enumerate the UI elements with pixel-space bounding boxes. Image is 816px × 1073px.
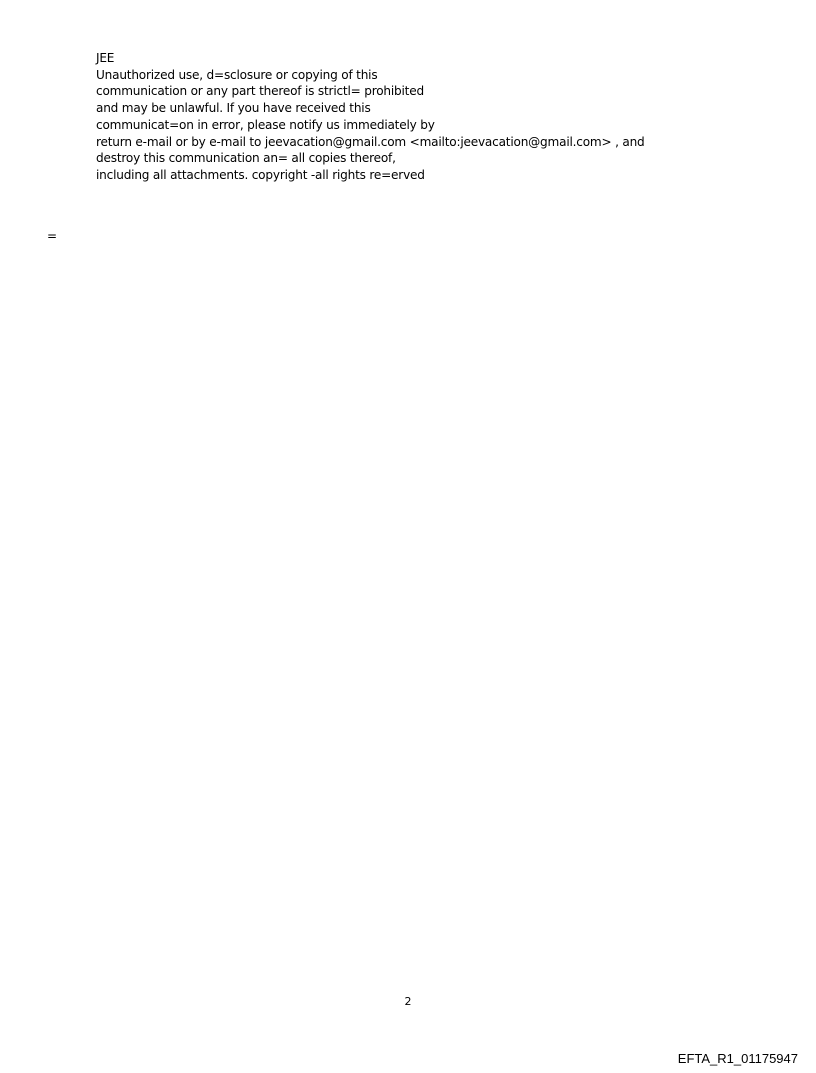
notice-line: destroy this communication an= all copies thereof,: [96, 151, 396, 166]
confidentiality-notice: [96, 50, 716, 184]
notice-line: communication or any part thereof is strictl= prohibited: [96, 84, 424, 99]
page-number: 2: [404, 995, 412, 1008]
bates-number: EFTA_R1_01175947: [677, 1051, 798, 1066]
notice-line: including all attachments. copyright -all rights re=erved: [96, 167, 425, 182]
notice-line: communicat=on in error, please notify us immediately by: [96, 117, 435, 132]
signature-initials: JEE: [96, 51, 115, 65]
notice-line-email: return e-mail or by e-mail to jeevacation@gmail.com <mailto:jeevacation@gmail.com> , and: [96, 134, 645, 149]
trailing-equals: =: [47, 229, 58, 243]
notice-line: Unauthorized use, d=sclosure or copying of this: [96, 67, 378, 82]
notice-line: and may be unlawful. If you have received this: [96, 101, 371, 116]
